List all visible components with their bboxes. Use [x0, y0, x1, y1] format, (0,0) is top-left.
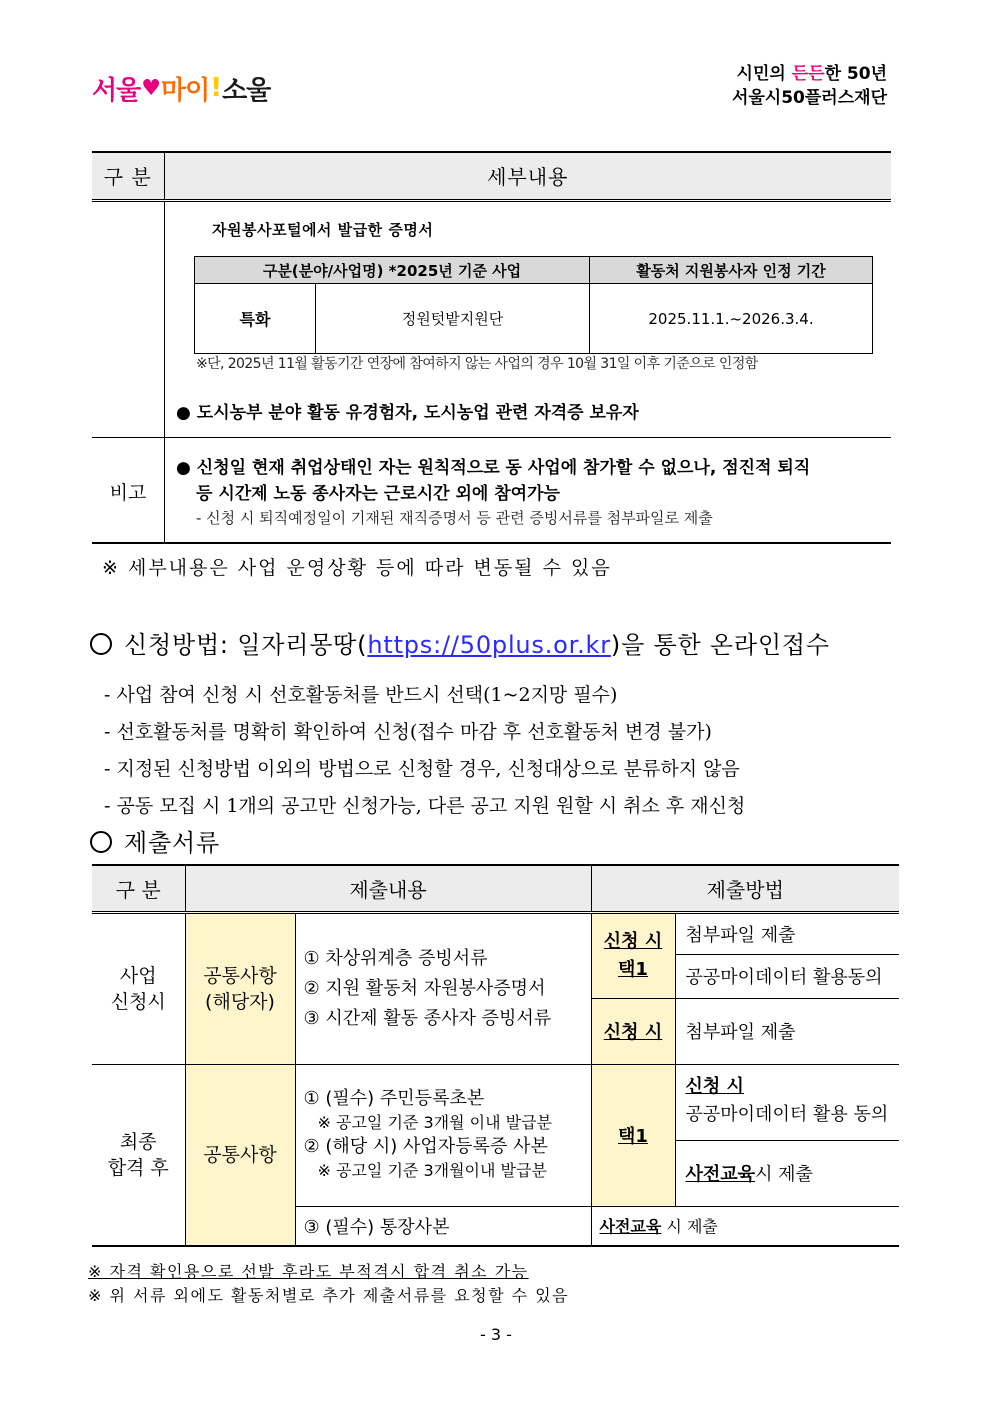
final-common: 공통사항 [185, 1064, 295, 1246]
inner-cell-project: 정원텃밭지원단 [316, 284, 590, 354]
col-category-header: 구 분 [92, 152, 164, 200]
apply-link[interactable]: https://50plus.or.kr [367, 631, 611, 659]
org-title: 서울시50플러스재단 [731, 88, 887, 108]
farming-bullet: ● 도시농부 분야 활동 유경험자, 도시농업 관련 자격증 보유자 [176, 403, 639, 423]
method-attach: 첨부파일 제출 [675, 912, 899, 954]
change-note: ※ 세부내용은 사업 운영상황 등에 따라 변동될 수 있음 [102, 557, 612, 579]
footnote-2: ※ 위 서류 외에도 활동처별로 추가 제출서류를 요청할 수 있음 [88, 1286, 570, 1305]
inner-cell-type: 특화 [195, 284, 316, 354]
inner-cell-period: 2025.11.1.~2026.3.4. [590, 284, 873, 354]
final-opt1-title: 신청 시 [685, 1075, 744, 1097]
final-category: 최종 합격 후 [92, 1064, 185, 1246]
apply-select-one: 신청 시 택1 [591, 912, 675, 998]
remark-sub-note: - 신청 시 퇴직예정일이 기재된 재직증명서 등 관련 증빙서류를 첨부파일로 제출 [196, 509, 713, 527]
bank-item: ③ (필수) 통장사본 [295, 1206, 591, 1246]
apply-time: 신청 시 [591, 998, 675, 1064]
inner-header-category: 구분(분야/사업명) *2025년 기준 사업 [195, 257, 590, 284]
heart-icon: ♥ [141, 75, 160, 101]
org-slogan: 시민의 든든한 50년 [736, 64, 887, 84]
documents-heading: 제출서류 [90, 823, 220, 858]
list-item: ② (해당 시) 사업자등록증 사본 [303, 1136, 548, 1157]
list-item: - 지정된 신청방법 이외의 방법으로 신청할 경우, 신청대상으로 분류하지 않음 [104, 758, 740, 780]
remark-label: 비고 [109, 482, 147, 504]
apply-method-list [104, 677, 745, 825]
list-item: ② 지원 활동처 자원봉사증명서 [303, 977, 546, 999]
list-item: - 공동 모집 시 1개의 공고만 신청가능, 다른 공고 지원 원할 시 취소 후 재신청 [104, 795, 746, 817]
list-item: ※ 공고일 기준 3개월 이내 발급분 [317, 1113, 552, 1132]
list-item: ※ 공고일 기준 3개월이내 발급분 [317, 1161, 547, 1180]
org-name [732, 62, 887, 110]
inner-note: ※단, 2025년 11월 활동기간 연장에 참여하지 않는 사업의 경우 10월 31일 이후 기준으로 인정함 [196, 356, 758, 372]
apply-items [295, 912, 591, 1064]
volunteer-period-table [194, 256, 873, 354]
final-items [295, 1064, 591, 1206]
remark-bullet: ● 신청일 현재 취업상태인 자는 원칙적으로 동 사업에 참가할 수 없으나, 점진적 퇴직 등 시간제 노동 종사자는 근로시간 외에 참여가능 [176, 458, 811, 504]
final-opt2: 사전교육 시 제출 [685, 1164, 813, 1185]
documents-table [92, 864, 899, 1247]
method-attach-2: 첨부파일 제출 [675, 998, 899, 1064]
page-number: - 3 - [480, 1325, 512, 1344]
inner-header-period: 활동처 지원봉사자 인정 기간 [590, 257, 873, 284]
circle-bullet-icon [90, 831, 112, 853]
final-opt1-text: 공공마이데이터 활용 동의 [685, 1103, 889, 1125]
apply-common: 공통사항 (해당자) [185, 912, 295, 1064]
footnote-1: ※ 자격 확인용으로 선발 후라도 부적격시 합격 취소 가능 [88, 1262, 529, 1281]
list-item: ① (필수) 주민등록초본 [303, 1088, 485, 1109]
final-methods [675, 1064, 899, 1206]
certificate-title: 자원봉사포털에서 발급한 증명서 [212, 221, 434, 239]
seoul-my-soul-logo: 서울 ♥ 마이 ! 소울 [92, 73, 271, 106]
list-item: - 사업 참여 신청 시 선호활동처를 반드시 선택(1~2지망 필수) [104, 684, 618, 706]
list-item: ① 차상위계층 증빙서류 [303, 947, 488, 969]
col-content-header: 제출내용 [185, 865, 591, 912]
col-method-header: 제출방법 [591, 865, 899, 912]
method-mydata: 공공마이데이터 활용동의 [675, 954, 899, 998]
bank-method: 사전교육 시 제출 [591, 1206, 899, 1246]
col-category-header: 구 분 [92, 865, 185, 912]
apply-method-heading: 신청방법: 일자리몽땅(https://50plus.or.kr)을 통한 온라인접수 [90, 625, 830, 660]
list-item: ③ 시간제 활동 종사자 증빙서류 [303, 1007, 552, 1029]
col-details-header: 세부내용 [164, 152, 891, 200]
circle-bullet-icon [90, 633, 112, 655]
final-select-one: 택1 [591, 1064, 675, 1206]
apply-category: 사업 신청시 [92, 912, 185, 1064]
list-item: - 선호활동처를 명확히 확인하여 신청(접수 마감 후 선호활동처 변경 불가) [104, 721, 712, 743]
